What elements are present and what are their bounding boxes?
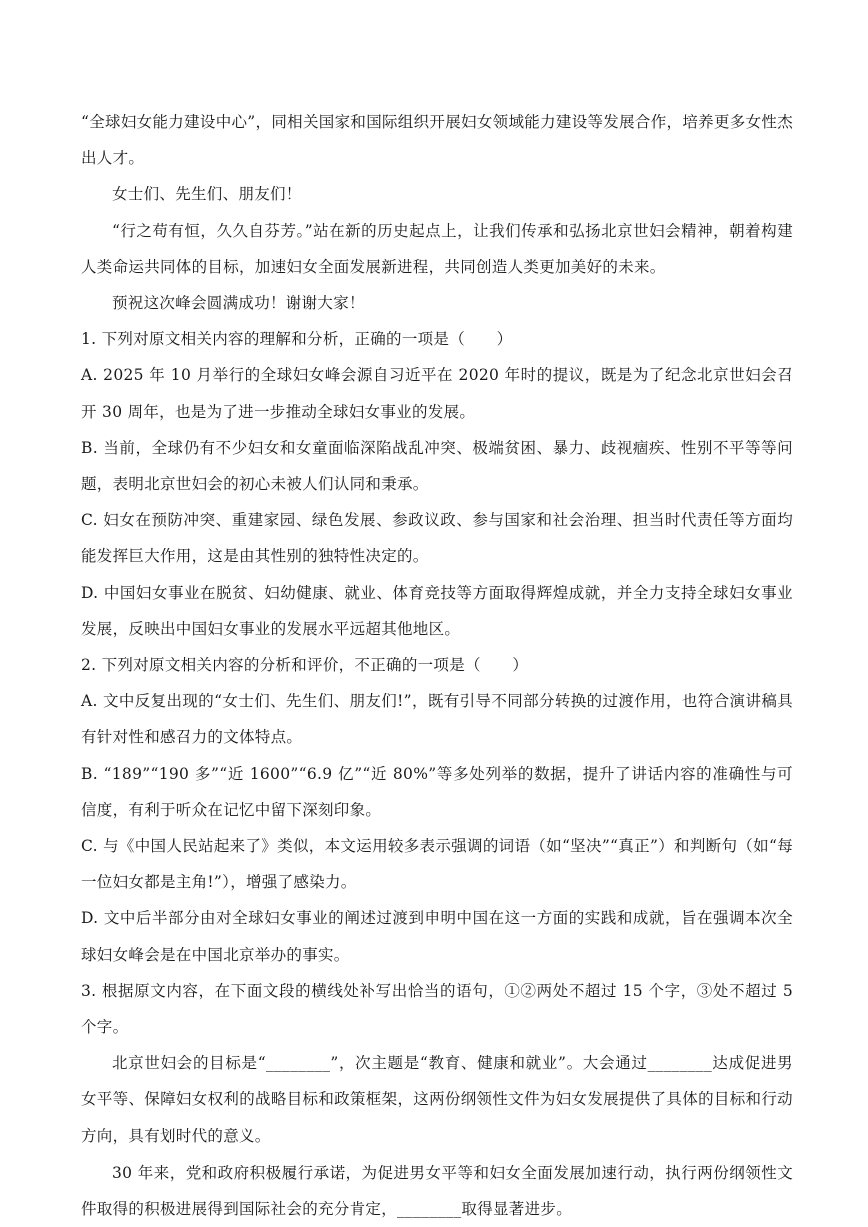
option-c: C. 妇女在预防冲突、重建家园、绿色发展、参政议政、参与国家和社会治理、担当时代责任等方面均能发挥巨大作用，这是由其性别的独特性决定的。 [81,511,793,566]
option-b: B. 当前，全球仍有不少妇女和女童面临深陷战乱冲突、极端贫困、暴力、歧视痼疾、性别不平等等问题，表明北京世妇会的初心未被人们认同和秉承。 [81,438,793,494]
question-3 [81,973,793,1227]
option-c: C. 与《中国人民站起来了》类似，本文运用较多表示强调的词语（如“坚决”“真正”）和判断句（如“每一位妇女都是主角!”），增强了感染力。 [81,837,793,892]
question-2 [81,647,793,973]
fill-in-passage-2: 30 年来，党和政府积极履行承诺，为促进男女平等和妇女全面发展加速行动，执行两份纲领性文件取得的积极进展得到国际社会的充分肯定，________取得显著进步。 [81,1163,793,1219]
question-stem: 3. 根据原文内容，在下面文段的横线处补写出恰当的语句，①②两处不超过 15 个字，③处不超过 5 个字。 [81,981,793,1037]
question-stem: 2. 下列对原文相关内容的分析和评价，不正确的一项是（ ） [81,656,529,675]
option-d: D. 中国妇女事业在脱贫、妇幼健康、就业、体育竞技等方面取得辉煌成就，并全力支持全球妇女事业发展，反映出中国妇女事业的发展水平远超其他地区。 [81,583,793,638]
document-body [81,104,793,1227]
fill-in-passage-1: 北京世妇会的目标是“________”，次主题是“教育、健康和就业”。大会通过________达成促进男女平等、保障妇女权利的战略目标和政策框架，这两份纲领性文件为妇女发展提供了具体的目标和行动方向，具有划时代的意义。 [81,1054,793,1145]
option-d: D. 文中后半部分由对全球妇女事业的阐述过渡到申明中国在这一方面的实践和成就，旨在强调本次全球妇女峰会是在中国北京举办的事实。 [81,909,793,964]
option-b: B. “189”“190 多”“近 1600”“6.9 亿”“近 80%”等多处列举的数据，提升了讲话内容的准确性与可信度，有利于听众在记忆中留下深刻印象。 [81,764,793,819]
question-1 [81,321,793,647]
paragraph-intro-tail: “全球妇女能力建设中心”，同相关国家和国际组织开展妇女领域能力建设等发展合作，培养更多女性杰出人才。 [81,113,793,168]
question-stem: 1. 下列对原文相关内容的理解和分析，正确的一项是（ ） [81,330,513,349]
paragraph-blessing: 预祝这次峰会圆满成功！谢谢大家！ [112,294,365,313]
paragraph-closing-quote: “行之苟有恒，久久自芬芳。”站在新的历史起点上，让我们传承和弘扬北京世妇会精神，朝着构建人类命运共同体的目标，加速妇女全面发展新进程，共同创造人类更加美好的未来。 [81,221,793,276]
option-a: A. 2025 年 10 月举行的全球妇女峰会源自习近平在 2020 年时的提议，既是为了纪念北京世妇会召开 30 周年，也是为了进一步推动全球妇女事业的发展。 [81,366,793,421]
paragraph-greeting: 女士们、先生们、朋友们！ [112,185,302,204]
option-a: A. 文中反复出现的“女士们、先生们、朋友们!”，既有引导不同部分转换的过渡作用，也符合演讲稿具有针对性和感召力的文体特点。 [81,692,793,747]
